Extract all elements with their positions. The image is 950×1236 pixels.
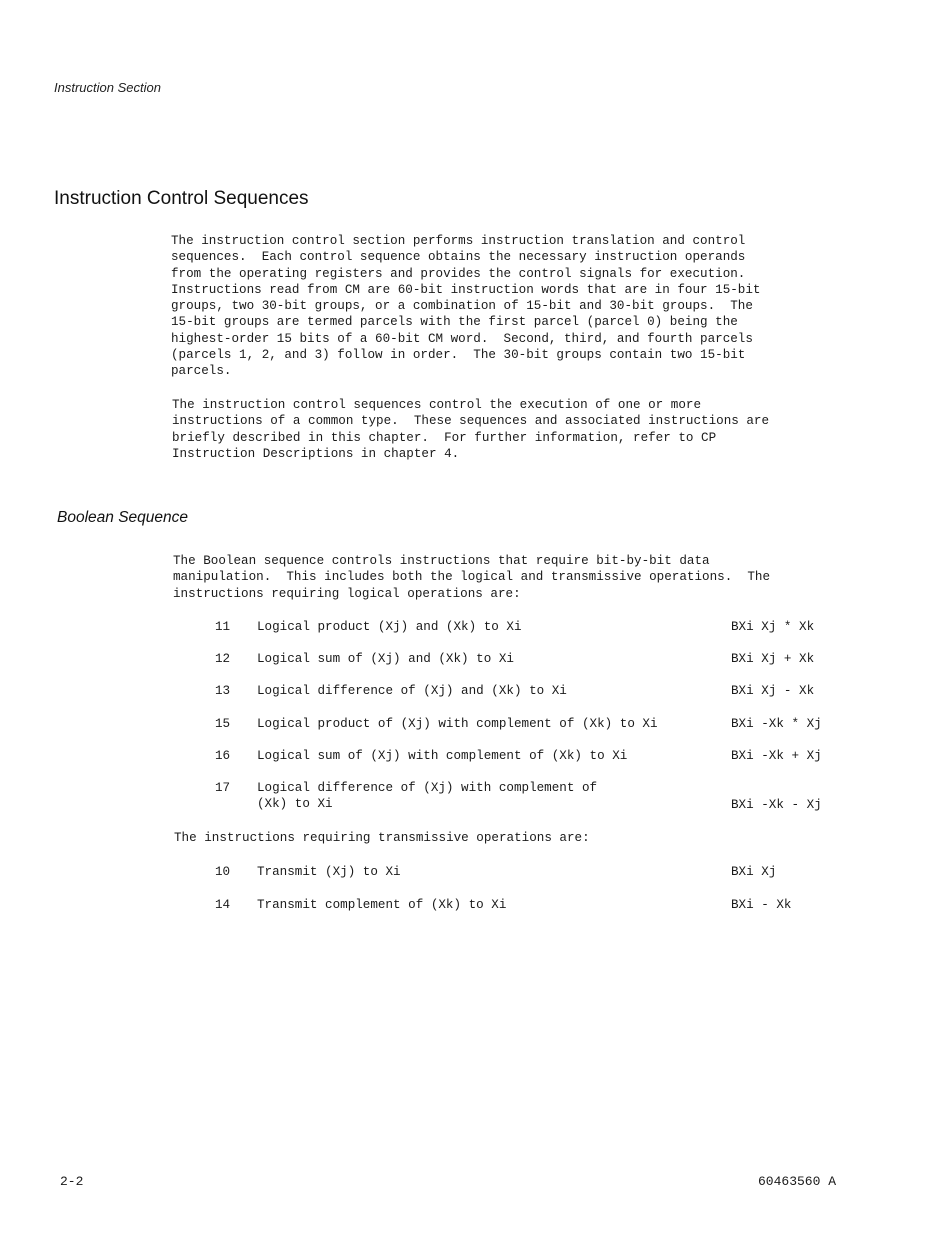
body-paragraph: The instruction control section performs instruction translation and control sequences. Each control sequence obtains the necessary instruction operands from the operating registers and provides the control signals for execution. Instructions read from CM are 60-bit instruction words that are in four 15-bit groups, two 30-bit groups, or a combination of 15-bit and 30-bit groups. The 15-bit groups are termed parcels with the first parcel (parcel 0) being the highest-order 15 bits of a 60-bit CM word. Second, third, and fourth parcels (parcels 1, 2, and 3) follow in order. The 30-bit groups contain two 15-bit parcels. — [171, 234, 761, 379]
instruction-mnemonic: BXi -Xk + Xj — [731, 749, 822, 763]
instruction-description: Logical difference of (Xj) and (Xk) to Xi — [257, 684, 567, 698]
instruction-description: Transmit complement of (Xk) to Xi — [257, 898, 507, 912]
instruction-description: Logical product of (Xj) with complement of (Xk) to Xi — [257, 717, 658, 731]
instruction-mnemonic: BXi Xj + Xk — [731, 652, 815, 666]
instruction-mnemonic: BXi - Xk — [731, 898, 792, 912]
transmissive-intro: The instructions requiring transmissive operations are: — [174, 831, 590, 845]
opcode: 14 — [215, 898, 231, 912]
instruction-mnemonic: BXi -Xk - Xj — [731, 798, 822, 812]
opcode: 15 — [215, 717, 231, 731]
running-header: Instruction Section — [54, 80, 161, 95]
instruction-description: Transmit (Xj) to Xi — [257, 865, 401, 879]
instruction-mnemonic: BXi -Xk * Xj — [731, 717, 822, 731]
opcode: 11 — [215, 620, 231, 634]
section-title: Instruction Control Sequences — [54, 188, 309, 209]
instruction-description: Logical difference of (Xj) with complement of (Xk) to Xi — [257, 781, 598, 812]
instruction-mnemonic: BXi Xj - Xk — [731, 684, 815, 698]
instruction-description: Logical sum of (Xj) and (Xk) to Xi — [257, 652, 514, 666]
subsection-title: Boolean Sequence — [57, 509, 189, 526]
opcode: 13 — [215, 684, 231, 698]
instruction-description: Logical sum of (Xj) with complement of (Xk) to Xi — [257, 749, 628, 763]
body-paragraph: The instruction control sequences control the execution of one or more instructions of a common type. These sequences and associated instructions are briefly described in this chapter. For further information, refer to CP Instruction Descriptions in chapter 4. — [172, 398, 770, 461]
opcode: 16 — [215, 749, 231, 763]
opcode: 10 — [215, 865, 231, 879]
instruction-mnemonic: BXi Xj * Xk — [731, 620, 815, 634]
document-number: 60463560 A — [758, 1174, 837, 1189]
opcode: 17 — [215, 781, 231, 795]
instruction-mnemonic: BXi Xj — [731, 865, 777, 879]
instruction-description: Logical product (Xj) and (Xk) to Xi — [257, 620, 522, 634]
boolean-intro-paragraph: The Boolean sequence controls instructions that require bit-by-bit data manipulation. This includes both the logical and transmissive operations. The instructions requiring logical operations are: — [173, 554, 771, 601]
page-number: 2-2 — [60, 1174, 84, 1189]
opcode: 12 — [215, 652, 231, 666]
